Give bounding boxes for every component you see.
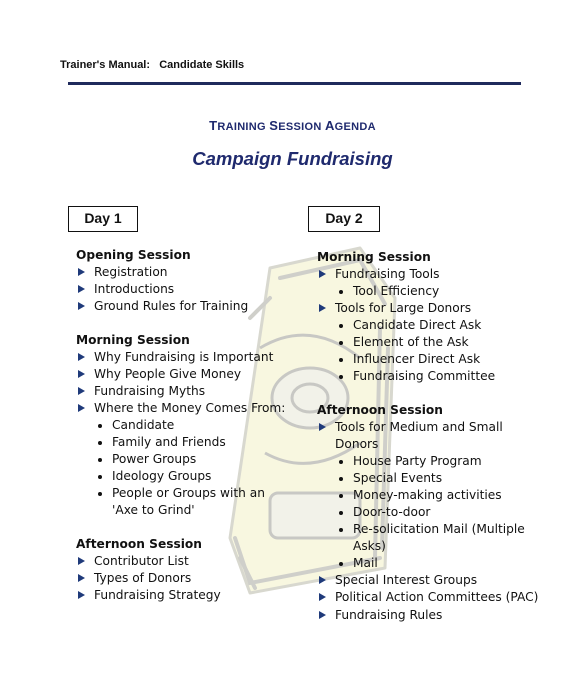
dot-bullet-icon: [98, 492, 102, 496]
dot-bullet-icon: [339, 290, 343, 294]
sub-list-item: Element of the Ask: [317, 334, 547, 351]
sub-list-item: People or Groups with an 'Axe to Grind': [76, 485, 287, 519]
list-item: Why Fundraising is Important: [76, 349, 301, 366]
day2-afternoon-list: [317, 419, 547, 624]
day2-label-box: Day 2: [308, 206, 380, 232]
list-item: Fundraising Myths: [76, 383, 301, 400]
list-item: Political Action Committees (PAC): [317, 589, 547, 606]
list-item: Fundraising Tools: [317, 266, 547, 283]
arrow-bullet-icon: [78, 591, 85, 599]
arrow-bullet-icon: [78, 557, 85, 565]
dot-bullet-icon: [339, 324, 343, 328]
dot-bullet-icon: [339, 528, 343, 532]
sub-list-item: Candidate Direct Ask: [317, 317, 547, 334]
list-item: Why People Give Money: [76, 366, 301, 383]
day1-morning-heading: Morning Session: [76, 333, 190, 347]
list-item: Fundraising Strategy: [76, 587, 301, 604]
dot-bullet-icon: [339, 375, 343, 379]
sub-list-item: Fundraising Committee: [317, 368, 547, 385]
list-item: Registration: [76, 264, 301, 281]
day2-column: [317, 249, 547, 624]
sub-list-item: Influencer Direct Ask: [317, 351, 547, 368]
arrow-bullet-icon: [78, 268, 85, 276]
dot-bullet-icon: [98, 458, 102, 462]
arrow-bullet-icon: [319, 611, 326, 619]
dot-bullet-icon: [339, 477, 343, 481]
sub-list-item: Tool Efficiency: [317, 283, 547, 300]
sub-list-item: Candidate: [76, 417, 301, 434]
header-rule: [68, 82, 521, 85]
sub-list-item: Ideology Groups: [76, 468, 301, 485]
main-title: Campaign Fundraising: [192, 148, 393, 169]
page-header: Trainer's Manual: Candidate Skills: [60, 59, 245, 71]
list-item: Types of Donors: [76, 570, 301, 587]
arrow-bullet-icon: [319, 423, 326, 431]
sub-list-item: Door-to-door: [317, 504, 547, 521]
sub-list-item: Special Events: [317, 470, 547, 487]
list-item: Contributor List: [76, 553, 301, 570]
arrow-bullet-icon: [78, 370, 85, 378]
arrow-bullet-icon: [319, 576, 326, 584]
arrow-bullet-icon: [78, 285, 85, 293]
sub-list-item: House Party Program: [317, 453, 547, 470]
arrow-bullet-icon: [319, 270, 326, 278]
list-item: Where the Money Comes From:: [76, 400, 301, 417]
dot-bullet-icon: [339, 562, 343, 566]
sub-list-item: Re-solicitation Mail (Multiple Asks): [317, 521, 553, 555]
dot-bullet-icon: [339, 494, 343, 498]
list-item: Tools for Large Donors: [317, 300, 547, 317]
sub-list-item: Family and Friends: [76, 434, 301, 451]
list-item: Fundraising Rules: [317, 607, 547, 624]
day1-opening-heading: Opening Session: [76, 248, 191, 262]
arrow-bullet-icon: [78, 387, 85, 395]
arrow-bullet-icon: [78, 404, 85, 412]
day1-label-box: Day 1: [68, 206, 138, 232]
dot-bullet-icon: [339, 460, 343, 464]
day1-afternoon-list: [76, 553, 301, 604]
arrow-bullet-icon: [78, 353, 85, 361]
arrow-bullet-icon: [319, 593, 326, 601]
day2-morning-heading: Morning Session: [317, 250, 431, 264]
dot-bullet-icon: [339, 511, 343, 515]
list-item: Tools for Medium and Small Donors: [317, 419, 515, 453]
sub-list-item: Money-making activities: [317, 487, 547, 504]
day1-column: [76, 247, 301, 604]
dot-bullet-icon: [339, 341, 343, 345]
sub-list-item: Power Groups: [76, 451, 301, 468]
dot-bullet-icon: [339, 358, 343, 362]
day1-morning-list: [76, 349, 301, 519]
agenda-title: TRAINING SESSION AGENDA: [209, 118, 376, 133]
arrow-bullet-icon: [78, 302, 85, 310]
day2-afternoon-heading: Afternoon Session: [317, 403, 443, 417]
day2-morning-list: [317, 266, 547, 385]
arrow-bullet-icon: [319, 304, 326, 312]
list-item: Introductions: [76, 281, 301, 298]
day1-opening-list: [76, 264, 301, 315]
dot-bullet-icon: [98, 475, 102, 479]
dot-bullet-icon: [98, 441, 102, 445]
day1-afternoon-heading: Afternoon Session: [76, 537, 202, 551]
arrow-bullet-icon: [78, 574, 85, 582]
dot-bullet-icon: [98, 424, 102, 428]
list-item: Ground Rules for Training: [76, 298, 301, 315]
list-item: Special Interest Groups: [317, 572, 547, 589]
sub-list-item: Mail: [317, 555, 547, 572]
